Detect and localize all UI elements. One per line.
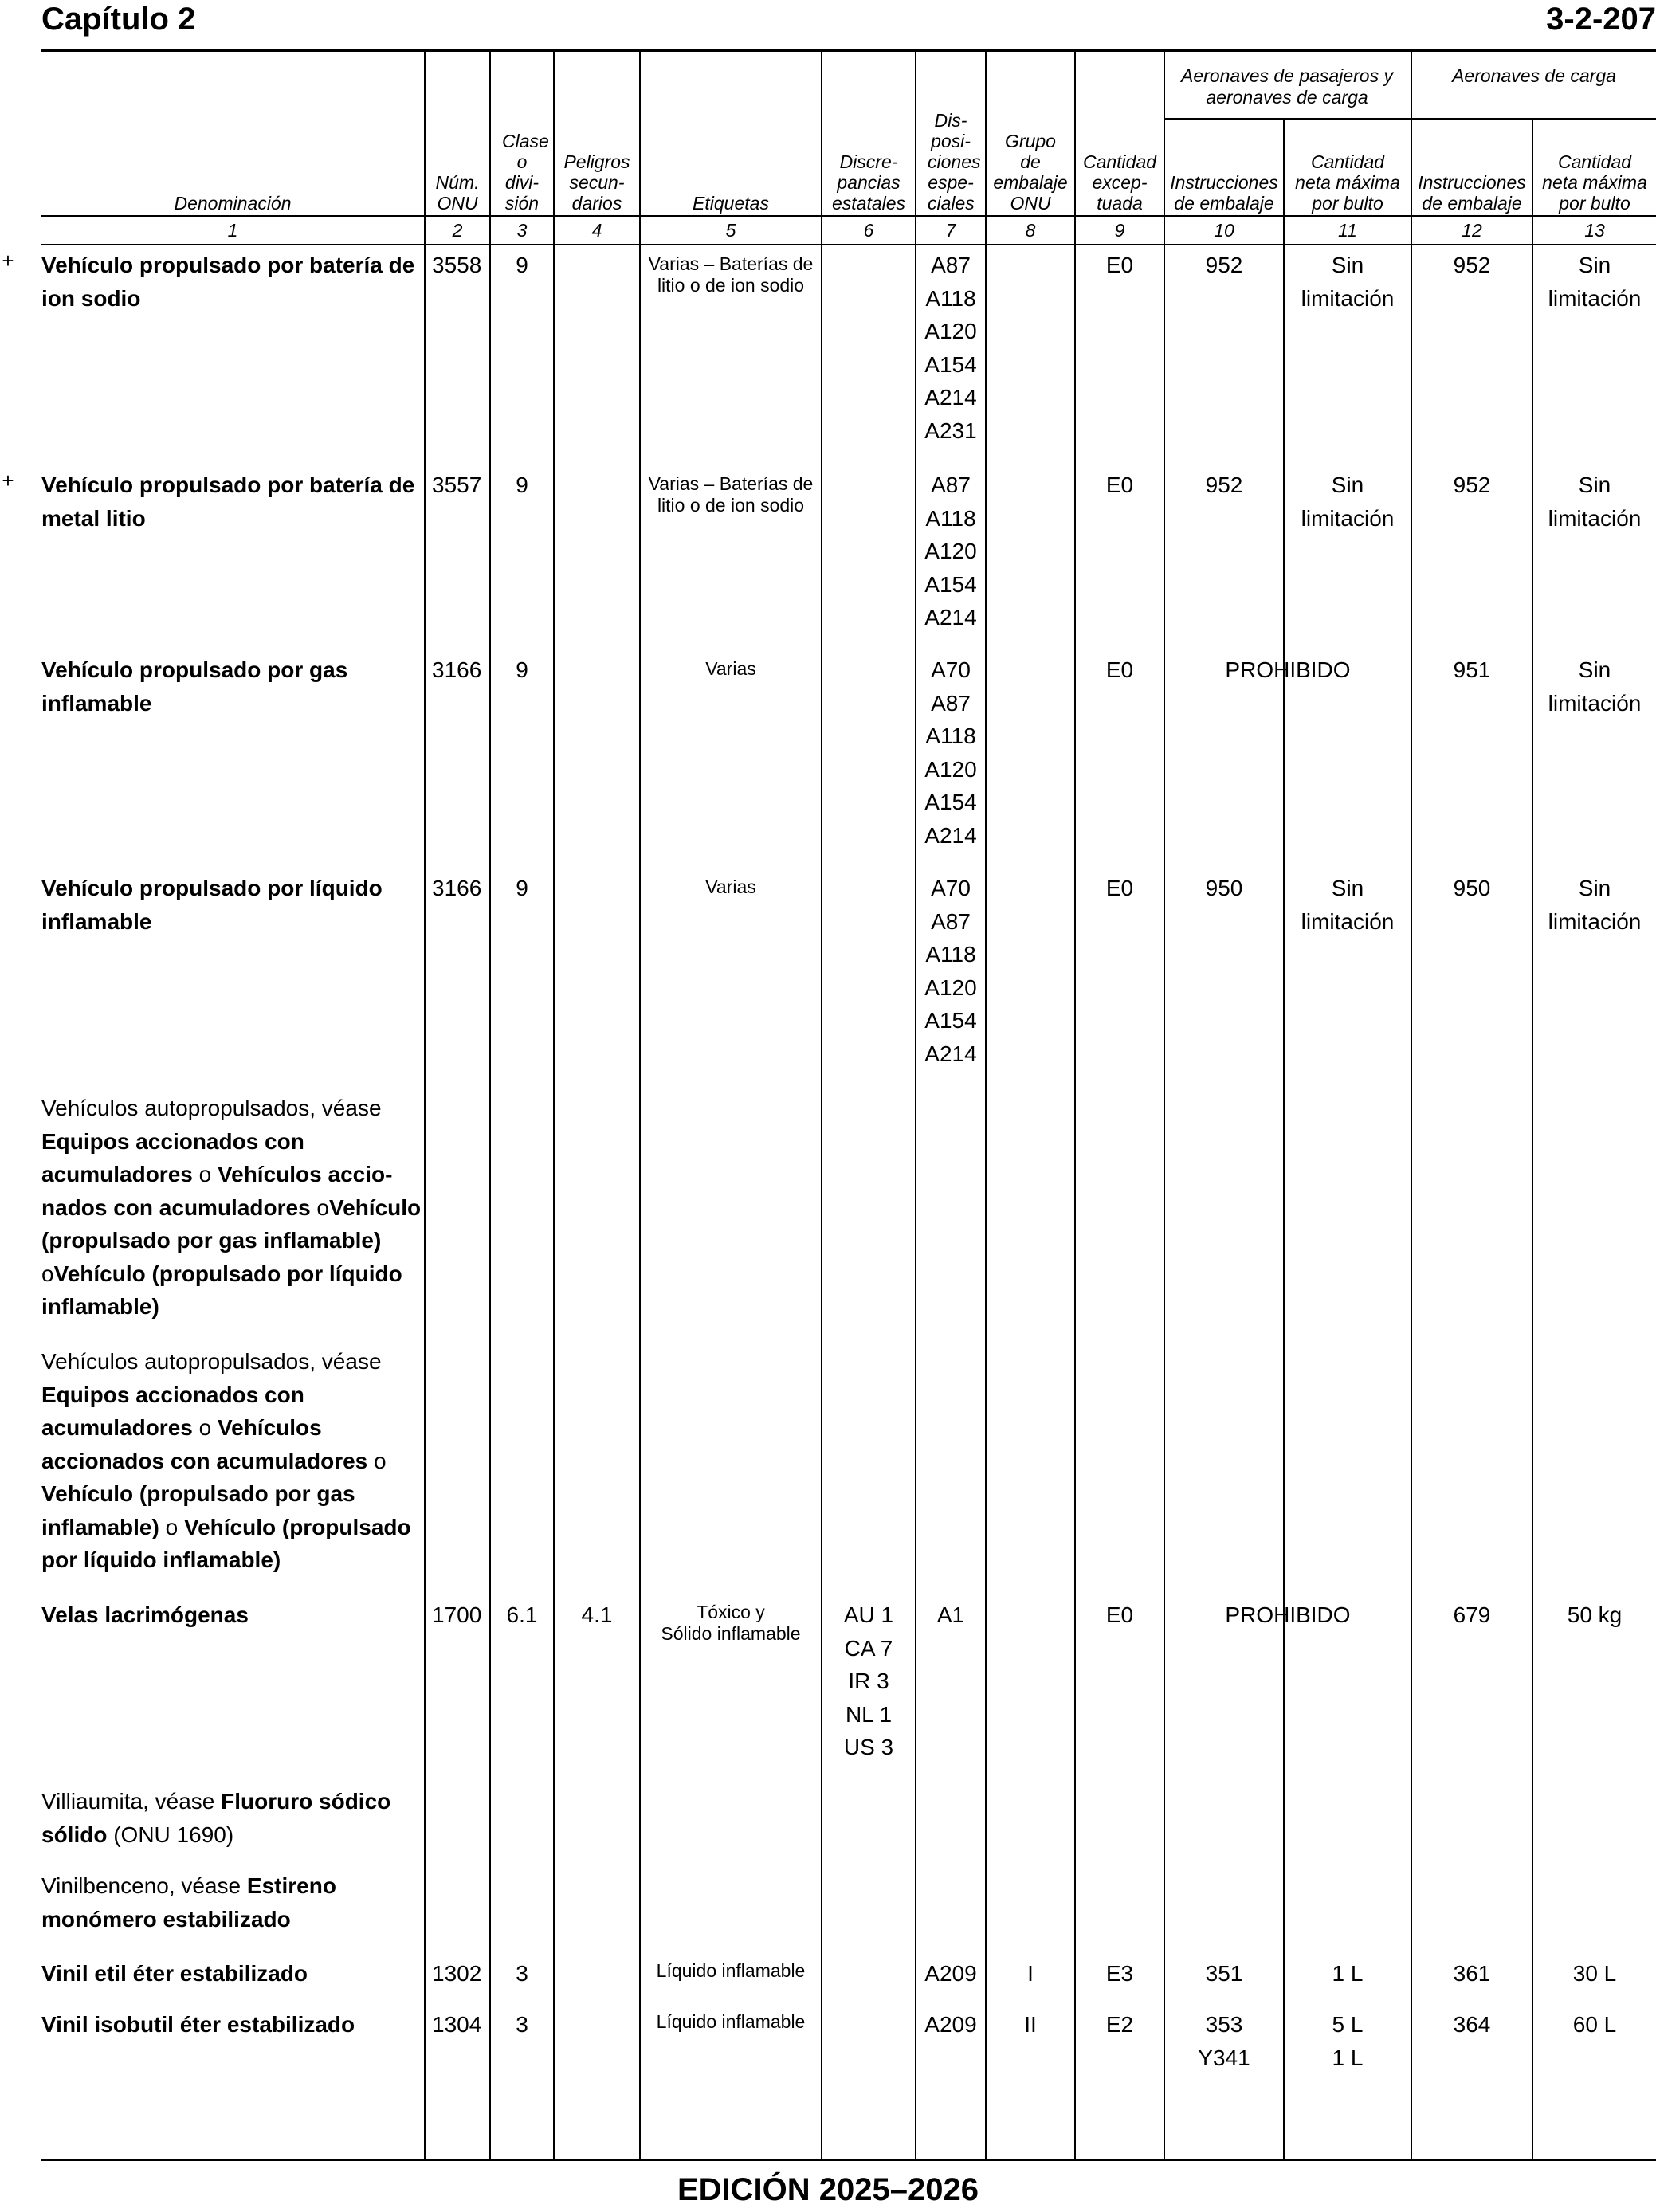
label-line: Varias – Baterías de (648, 473, 814, 494)
state-variations (822, 1598, 915, 1764)
excepted-quantity: E0 (1105, 876, 1134, 900)
label-line: litio o de ion sodio (657, 275, 805, 296)
instruction-code: 353 (1205, 2012, 1243, 2037)
ref-connector: o (41, 1261, 54, 1286)
label-line: Sólido inflamable (661, 1623, 801, 1644)
quantity-line: Sin (1578, 473, 1611, 497)
special-provisions: A209 (924, 2012, 977, 2037)
pax-packing-instruction (1165, 2008, 1283, 2074)
name-line: Vinil isobutil éter estabilizado (41, 2012, 355, 2037)
column-header-pax-max-quantity: Cantidad neta máxima por bulto (1295, 151, 1400, 214)
prohibited-text: PROHIBIDO (1225, 657, 1351, 682)
un-number: 3166 (432, 876, 482, 900)
special-provisions: A1 (936, 1602, 965, 1627)
group-header-cargo: Aeronaves de carga (1452, 65, 1616, 86)
name-line: Vinil etil éter estabilizado (41, 1961, 308, 1986)
excepted-quantity: E3 (1105, 1961, 1134, 1986)
provision-code: A70 (931, 657, 971, 682)
cross-reference-entry (41, 1869, 422, 1936)
state-variation-code: NL 1 (845, 1701, 893, 1727)
un-number: 1304 (432, 2012, 482, 2037)
column-number: 7 (945, 220, 956, 241)
hazard-labels: Varias (705, 658, 756, 679)
ref-line: Vehículos autopropulsados, véase (41, 1349, 382, 1374)
ref-line: Vehículo (propulsado (183, 1514, 411, 1539)
class-division: 9 (516, 473, 528, 497)
excepted-quantity: E0 (1105, 253, 1134, 277)
name-line: Vehículo propulsado por batería de (41, 473, 415, 497)
column-number: 6 (863, 220, 874, 241)
instruction-code: Y341 (1198, 2045, 1250, 2070)
name-line: Vehículo propulsado por líquido (41, 876, 383, 900)
ref-connector: o (367, 1448, 387, 1473)
cross-reference-entry (41, 1345, 422, 1577)
column-header-special-provisions: Dis- posi- ciones espe- ciales (928, 110, 981, 214)
cao-max-quantity (1533, 872, 1656, 938)
cao-packing-instruction: 950 (1453, 876, 1491, 900)
cross-reference-entry (41, 1092, 422, 1324)
class-division: 9 (516, 253, 528, 277)
ref-connector: o (192, 1162, 218, 1186)
cao-packing-instruction: 951 (1453, 657, 1491, 682)
ref-connector: o (192, 1415, 218, 1440)
cao-max-quantity: 60 L (1572, 2012, 1617, 2037)
ref-line: Villiaumita, véase (41, 1789, 222, 1814)
name-line: inflamable (41, 908, 152, 934)
hazard-labels (641, 473, 821, 516)
column-number: 1 (227, 220, 238, 241)
name-line: Vehículo propulsado por batería de (41, 253, 415, 277)
column-header-name: Denominación (174, 193, 292, 214)
ref-line: inflamable) (41, 1514, 159, 1539)
column-divider (1283, 120, 1285, 2159)
provision-code: A118 (925, 724, 976, 748)
ref-line: Vehículo (329, 1194, 422, 1220)
prohibited-text: PROHIBIDO (1225, 1602, 1351, 1627)
ref-line: acumuladores (41, 1415, 193, 1440)
ref-line: nados con acumuladores (41, 1194, 311, 1220)
column-number: 3 (516, 220, 528, 241)
column-divider (639, 52, 641, 2159)
column-header-pax-packing-instruction: Instrucciones de embalaje (1170, 172, 1278, 214)
quantity-line: limitación (1548, 690, 1642, 716)
table-row-name (41, 2008, 422, 2041)
name-line: Velas lacrimógenas (41, 1602, 249, 1627)
provision-code: A87 (931, 690, 971, 716)
state-variation-code: US 3 (843, 1735, 894, 1759)
name-line: Vehículo propulsado por gas (41, 657, 348, 682)
column-header-cao-packing-instruction: Instrucciones de embalaje (1418, 172, 1526, 214)
provision-code: A154 (924, 571, 977, 597)
provision-code: A118 (925, 285, 976, 311)
cao-max-quantity: 30 L (1572, 1961, 1617, 1986)
column-divider (821, 52, 822, 2159)
column-divider (489, 52, 491, 2159)
column-number: 10 (1214, 220, 1234, 241)
ref-line: sólido (41, 1822, 108, 1847)
pax-packing-instruction: 351 (1205, 1961, 1243, 1986)
group-header-passenger: Aeronaves de pasajeros y aeronaves de carga (1181, 65, 1393, 108)
column-divider (553, 52, 555, 2159)
state-variation-code: AU 1 (843, 1602, 894, 1627)
table-row-name (41, 249, 422, 315)
provision-code: A214 (924, 822, 977, 848)
provision-code: A154 (924, 1008, 977, 1033)
un-number: 1700 (432, 1602, 482, 1627)
provision-code: A120 (924, 975, 977, 1000)
special-provisions: A209 (924, 1961, 977, 1986)
ref-line: Vehículo (propulsado por gas (41, 1481, 355, 1506)
revision-mark: + (2, 469, 14, 492)
ref-line: monómero estabilizado (41, 1906, 291, 1932)
ref-line: Vehículos autopropulsados, véase (41, 1096, 382, 1120)
quantity-line: limitación (1548, 285, 1642, 311)
ref-line: Vehículos (218, 1415, 322, 1440)
provision-code: A214 (924, 385, 977, 410)
class-division: 3 (516, 1961, 528, 1986)
column-divider (1074, 52, 1076, 2159)
un-number: 1302 (432, 1961, 482, 1986)
provision-code: A120 (924, 539, 977, 563)
quantity-line: limitación (1301, 505, 1395, 531)
quantity-line: limitación (1548, 505, 1642, 531)
provision-code: A120 (924, 756, 977, 782)
provision-code: A118 (925, 942, 976, 967)
cao-max-quantity (1533, 469, 1656, 535)
header-rule (41, 49, 1656, 52)
special-provisions (916, 872, 985, 1070)
label-line: Tóxico y (697, 1602, 765, 1622)
column-header-excepted-quantity: Cantidad excep- tuada (1082, 151, 1157, 214)
name-line: metal litio (41, 505, 146, 531)
ref-line: acumuladores (41, 1162, 193, 1186)
ref-line: (propulsado por gas inflamable) (41, 1228, 382, 1253)
quantity-line: 1 L (1332, 2045, 1364, 2070)
excepted-quantity: E0 (1105, 1602, 1134, 1627)
ref-connector: o (310, 1194, 329, 1220)
ref-line: Equipos accionados con (41, 1128, 304, 1154)
hazard-labels: Varias (705, 877, 756, 897)
column-number-rule (41, 244, 1656, 245)
ref-line: Vehículo (propulsado por líquido (53, 1261, 402, 1286)
pax-packing-instruction: 952 (1205, 253, 1243, 277)
provision-code: A70 (931, 876, 971, 900)
column-number: 9 (1114, 220, 1125, 241)
table-row-name (41, 469, 422, 535)
special-provisions (916, 469, 985, 634)
chapter-title: Capítulo 2 (41, 2, 196, 37)
bottom-rule (41, 2159, 1656, 2161)
cross-reference-entry (41, 1785, 422, 1851)
ref-line: por líquido inflamable) (41, 1547, 281, 1572)
edition-footer: EDICIÓN 2025–2026 (677, 2172, 979, 2207)
hazard-labels: Líquido inflamable (656, 1960, 806, 1981)
column-number: 12 (1462, 220, 1482, 241)
un-number: 3558 (432, 253, 482, 277)
special-provisions (916, 653, 985, 852)
ref-line: Equipos accionados con (41, 1382, 304, 1407)
column-number: 2 (452, 220, 463, 241)
cao-packing-instruction: 361 (1453, 1961, 1491, 1986)
table-row-name (41, 1598, 422, 1632)
cao-packing-instruction: 952 (1453, 253, 1491, 277)
hazard-labels: Líquido inflamable (656, 2011, 806, 2032)
column-header-labels: Etiquetas (693, 193, 769, 214)
column-header-state-variations: Discre- pancias estatales (831, 151, 906, 214)
cao-max-quantity (1533, 249, 1656, 315)
provision-code: A87 (931, 473, 971, 497)
column-header-un-number: Núm. ONU (435, 172, 480, 214)
pax-packing-instruction: 952 (1205, 473, 1243, 497)
special-provisions (916, 249, 985, 447)
quantity-line: Sin (1578, 876, 1611, 900)
provision-code: A87 (931, 908, 971, 934)
hazard-labels (641, 253, 821, 296)
quantity-line: Sin (1331, 876, 1364, 900)
quantity-line: 5 L (1332, 2012, 1364, 2037)
revision-mark: + (2, 249, 14, 273)
column-number: 5 (725, 220, 736, 241)
provision-code: A87 (931, 253, 971, 277)
ref-line: (ONU 1690) (107, 1822, 234, 1847)
pax-max-quantity (1285, 469, 1411, 535)
ref-line: accionados con acumuladores (41, 1448, 368, 1473)
quantity-line: Sin (1331, 253, 1364, 277)
ref-line: Fluoruro sódico (221, 1789, 391, 1814)
label-line: Varias – Baterías de (648, 253, 814, 274)
column-number: 11 (1338, 220, 1357, 241)
provision-code: A154 (924, 790, 977, 814)
class-division: 9 (516, 876, 528, 900)
un-number: 3557 (432, 473, 482, 497)
pax-max-quantity (1285, 872, 1411, 938)
excepted-quantity: E2 (1105, 2012, 1134, 2037)
column-divider (985, 52, 987, 2159)
column-divider (1532, 120, 1533, 2159)
class-division: 6.1 (506, 1602, 538, 1627)
table-row-name (41, 653, 422, 720)
pax-max-quantity: 1 L (1332, 1961, 1364, 1986)
class-division: 9 (516, 657, 528, 682)
column-header-class: Clase o divi- sión (502, 131, 549, 214)
quantity-line: Sin (1578, 657, 1611, 682)
quantity-line: limitación (1301, 908, 1395, 934)
ref-line: Vinilbenceno, véase (41, 1873, 247, 1898)
cao-packing-instruction: 679 (1453, 1602, 1491, 1627)
quantity-line: Sin (1331, 473, 1364, 497)
provision-code: A214 (924, 605, 977, 629)
column-number: 13 (1584, 220, 1605, 241)
column-divider (1411, 52, 1412, 2159)
excepted-quantity: E0 (1105, 473, 1134, 497)
packing-group: II (1024, 2012, 1037, 2037)
state-variation-code: CA 7 (844, 1635, 893, 1661)
ref-line: Vehículos accio- (218, 1162, 393, 1186)
provision-code: A120 (924, 319, 977, 343)
ref-line: inflamable) (41, 1294, 159, 1319)
pax-max-quantity (1285, 2008, 1411, 2074)
column-divider (424, 52, 426, 2159)
subsidiary-hazard: 4.1 (581, 1602, 613, 1627)
label-line: litio o de ion sodio (657, 495, 805, 516)
cao-packing-instruction: 364 (1453, 2012, 1491, 2037)
excepted-quantity: E0 (1105, 657, 1134, 682)
table-row-name (41, 872, 422, 938)
hazard-labels (641, 1602, 821, 1645)
ref-connector: o (159, 1514, 184, 1539)
column-number: 4 (591, 220, 602, 241)
name-line: inflamable (41, 690, 152, 716)
pax-packing-instruction: 950 (1205, 876, 1243, 900)
state-variation-code: IR 3 (848, 1669, 889, 1693)
cao-packing-instruction: 952 (1453, 473, 1491, 497)
column-header-cao-max-quantity: Cantidad neta máxima por bulto (1542, 151, 1647, 214)
table-row-name (41, 1957, 422, 1990)
provision-code: A154 (924, 351, 977, 377)
cao-max-quantity (1533, 653, 1656, 720)
column-header-packing-group: Grupo de embalaje ONU (993, 131, 1068, 214)
column-header-rule (41, 215, 1656, 217)
quantity-line: limitación (1548, 908, 1642, 934)
column-number: 8 (1025, 220, 1036, 241)
provision-code: A214 (924, 1041, 977, 1066)
provision-code: A231 (924, 418, 977, 443)
column-header-subsidiary-hazards: Peligros secun- darios (563, 151, 630, 214)
page-number: 3-2-207 (1546, 2, 1656, 37)
name-line: ion sodio (41, 285, 141, 311)
quantity-line: limitación (1301, 285, 1395, 311)
provision-code: A118 (925, 505, 976, 531)
packing-group: I (1027, 1961, 1034, 1986)
quantity-line: Sin (1578, 253, 1611, 277)
cao-max-quantity: 50 kg (1567, 1602, 1623, 1627)
class-division: 3 (516, 2012, 528, 2037)
column-divider (1164, 52, 1165, 2159)
ref-line: Estireno (246, 1873, 336, 1898)
un-number: 3166 (432, 657, 482, 682)
pax-max-quantity (1285, 249, 1411, 315)
